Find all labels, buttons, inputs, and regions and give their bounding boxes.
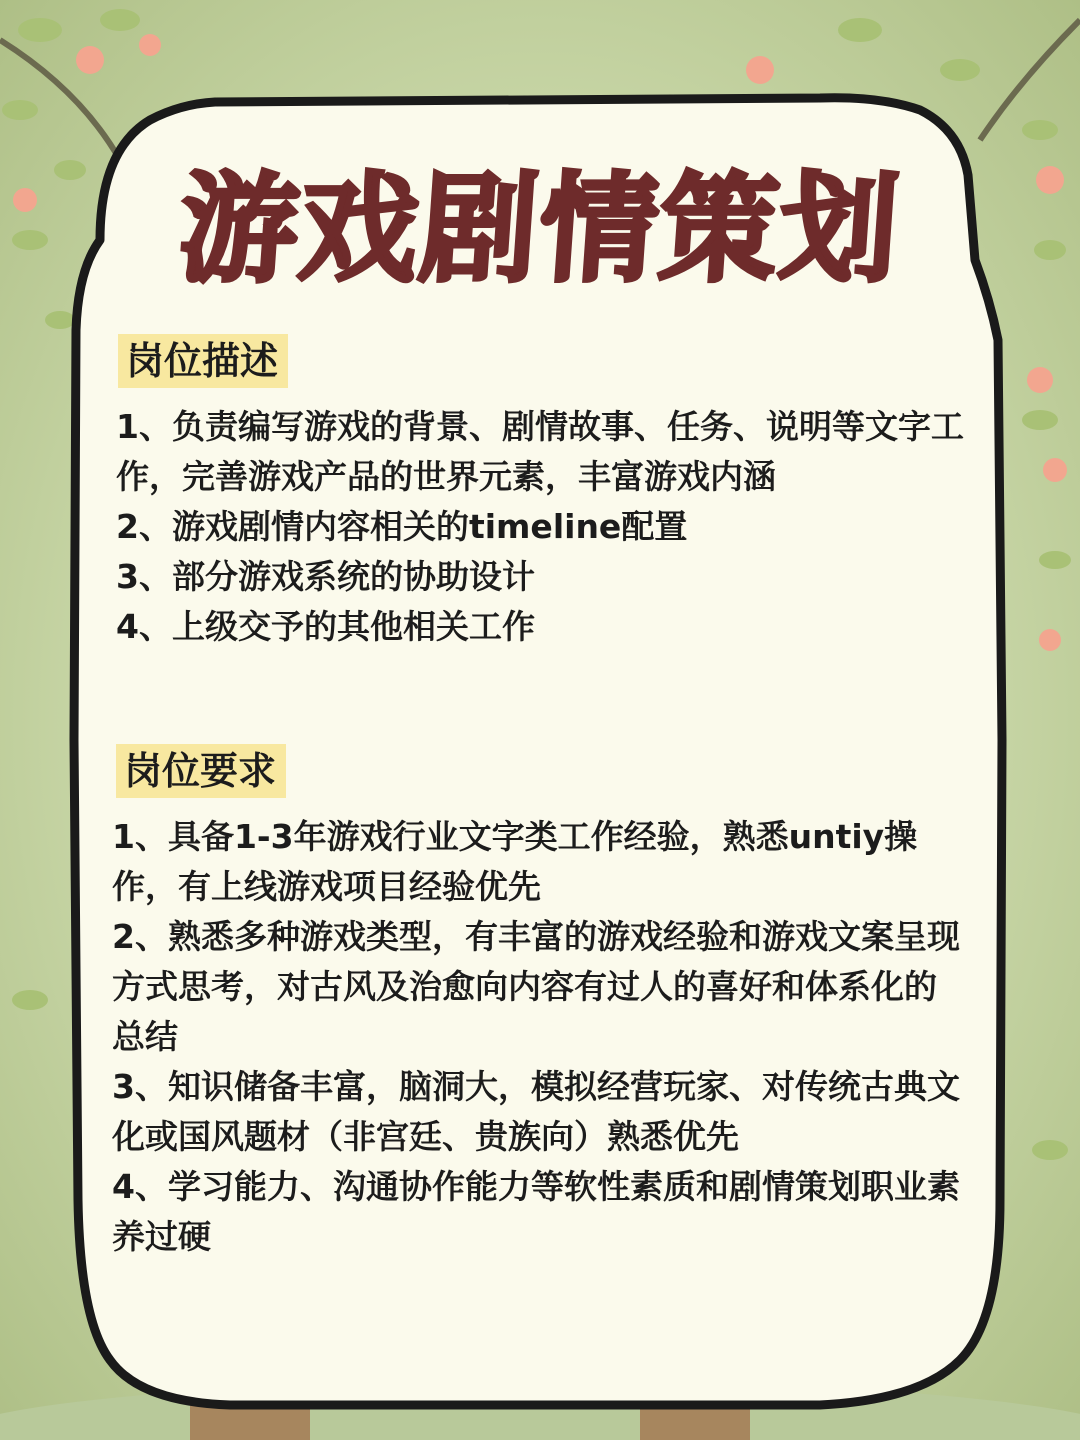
list-item: 2、熟悉多种游戏类型，有丰富的游戏经验和游戏文案呈现方式思考，对古风及治愈向内容有过人的喜好和体系化的总结 [112,917,960,1056]
list-item: 4、上级交予的其他相关工作 [116,607,535,646]
list-item: 1、具备1-3年游戏行业文字类工作经验，熟悉untiy操作，有上线游戏项目经验优先 [112,817,918,906]
job-requirements-list [112,812,962,1262]
section-heading-job-requirements: 岗位要求 [116,744,286,798]
page-title: 游戏剧情策划 [175,160,905,298]
job-description-list [116,402,976,652]
list-item: 2、游戏剧情内容相关的timeline配置 [116,507,688,546]
list-item: 3、知识储备丰富，脑洞大，模拟经营玩家、对传统古典文化或国风题材（非宫廷、贵族向）熟悉优先 [112,1067,960,1156]
list-item: 3、部分游戏系统的协助设计 [116,557,535,596]
list-item: 1、负责编写游戏的背景、剧情故事、任务、说明等文字工作，完善游戏产品的世界元素，丰富游戏内涵 [116,407,964,496]
section-heading-job-description: 岗位描述 [118,334,288,388]
list-item: 4、学习能力、沟通协作能力等软性素质和剧情策划职业素养过硬 [112,1167,960,1256]
